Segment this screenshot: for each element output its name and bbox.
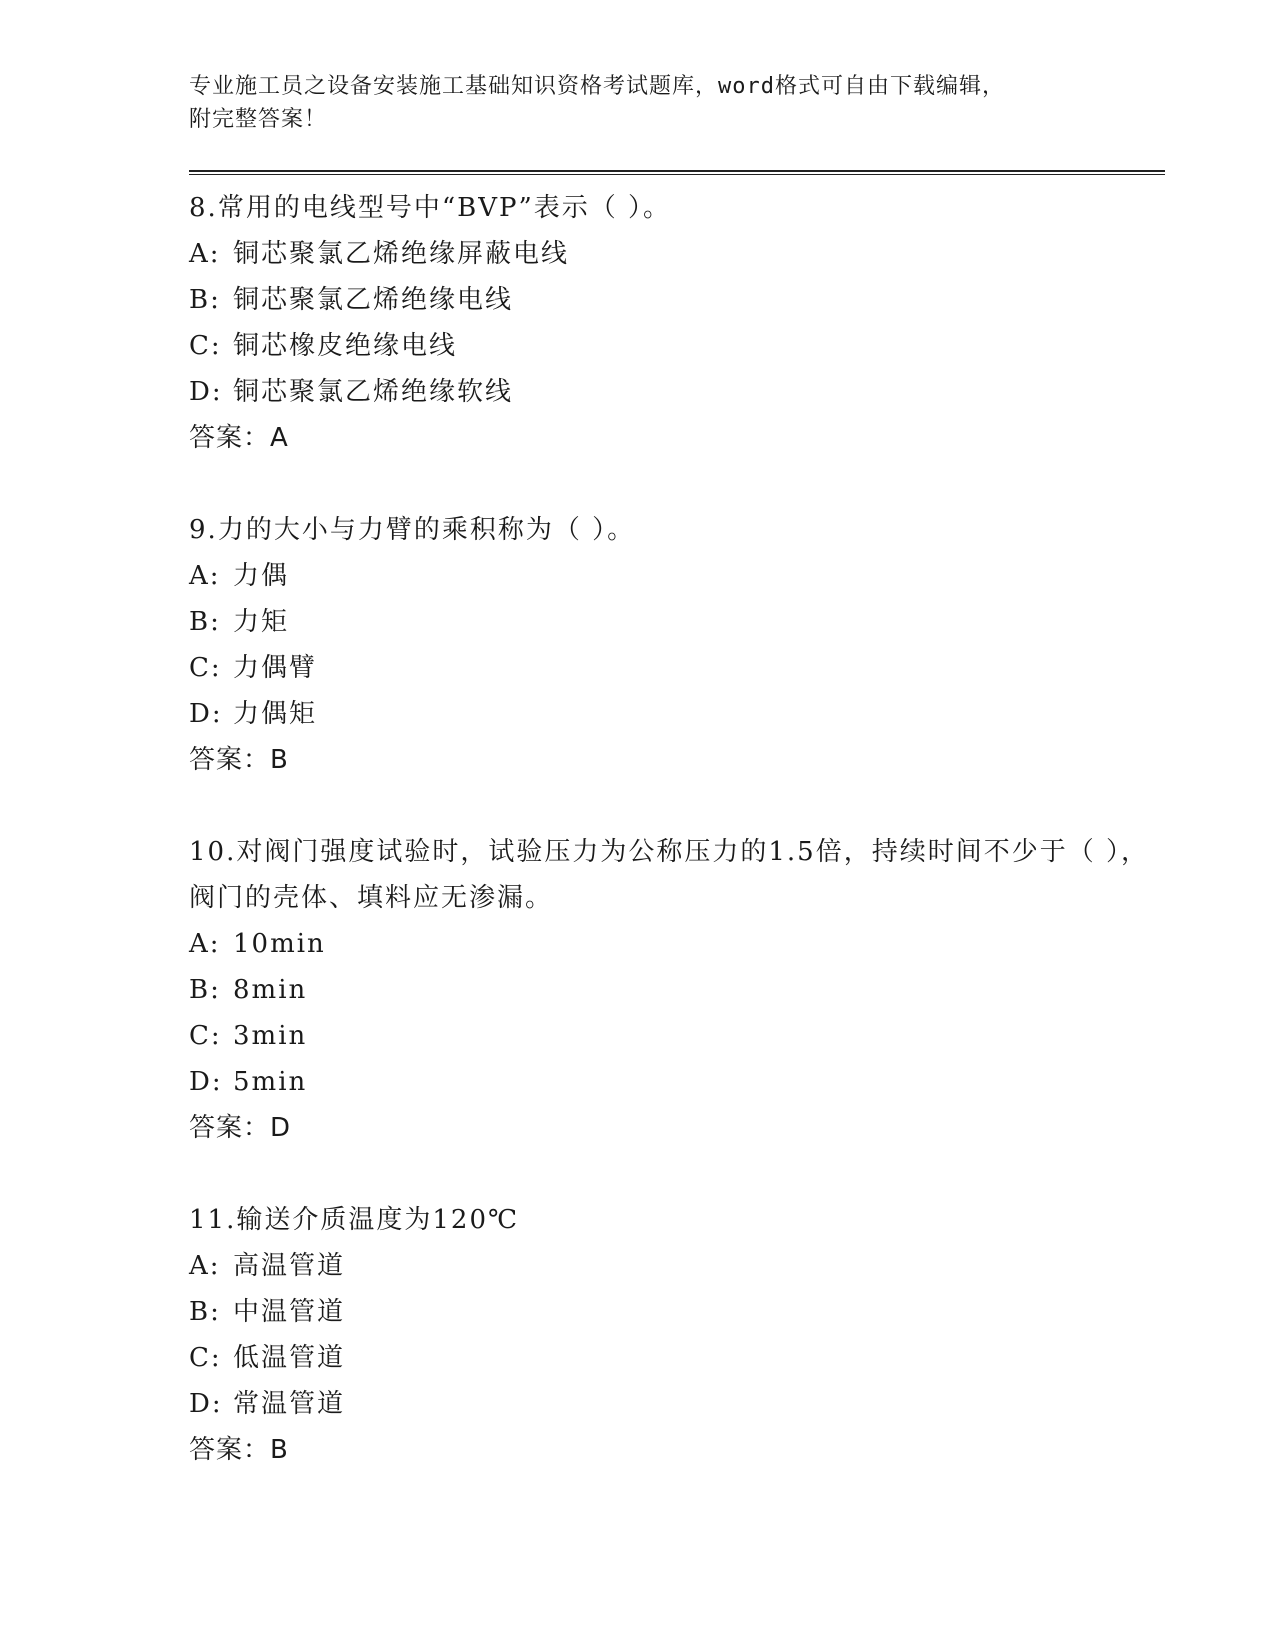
option-key: C: xyxy=(189,1021,222,1051)
option-text: 力矩 xyxy=(233,607,290,637)
question-stem: 对阀门强度试验时，试验压力为公称压力的1.5倍，持续时间不少于（ ），阀门的壳体、填料应无渗漏。 xyxy=(189,837,1149,913)
option-text: 铜芯聚氯乙烯绝缘屏蔽电线 xyxy=(233,239,570,269)
option-key: D: xyxy=(189,699,223,729)
option-key: A: xyxy=(189,929,221,959)
option-text: 5min xyxy=(233,1067,308,1097)
option-text: 低温管道 xyxy=(233,1343,346,1373)
option-key: C: xyxy=(189,1343,222,1373)
question-8 xyxy=(189,185,1169,461)
option-b xyxy=(189,967,1169,1013)
option-c xyxy=(189,1013,1169,1059)
option-text: 铜芯聚氯乙烯绝缘电线 xyxy=(233,285,514,315)
answer-line xyxy=(189,1105,1169,1151)
option-text: 常温管道 xyxy=(233,1389,346,1419)
question-11 xyxy=(189,1197,1169,1473)
question-number: 9. xyxy=(189,515,218,545)
document-page xyxy=(189,70,1169,1473)
question-9 xyxy=(189,507,1169,783)
question-number: 11. xyxy=(189,1205,237,1235)
answer-line xyxy=(189,737,1169,783)
header-divider xyxy=(189,170,1165,175)
answer-label: 答案： xyxy=(189,1113,271,1143)
question-text xyxy=(189,507,1169,553)
question-text xyxy=(189,185,1169,231)
question-stem: 常用的电线型号中“BVP”表示（ ）。 xyxy=(217,193,672,223)
option-key: B: xyxy=(189,975,221,1005)
option-b xyxy=(189,599,1169,645)
answer-label: 答案： xyxy=(189,1435,271,1465)
option-key: C: xyxy=(189,653,222,683)
option-d xyxy=(189,369,1169,415)
option-a xyxy=(189,921,1169,967)
question-stem: 输送介质温度为120℃ xyxy=(236,1205,520,1235)
question-number: 8. xyxy=(189,193,218,223)
answer-label: 答案： xyxy=(189,423,271,453)
option-key: A: xyxy=(189,1251,221,1281)
option-d xyxy=(189,1381,1169,1427)
answer-value: B xyxy=(270,1435,289,1465)
option-text: 铜芯橡皮绝缘电线 xyxy=(233,331,458,361)
option-key: B: xyxy=(189,607,221,637)
question-stem: 力的大小与力臂的乘积称为（ ）。 xyxy=(217,515,636,545)
option-d xyxy=(189,1059,1169,1105)
option-text: 铜芯聚氯乙烯绝缘软线 xyxy=(233,377,514,407)
option-key: B: xyxy=(189,285,221,315)
answer-value: A xyxy=(270,423,289,453)
question-text xyxy=(189,829,1169,921)
option-text: 3min xyxy=(233,1021,308,1051)
option-text: 10min xyxy=(233,929,326,959)
option-key: A: xyxy=(189,239,221,269)
option-key: C: xyxy=(189,331,222,361)
option-a xyxy=(189,553,1169,599)
header-line-2: 附完整答案！ xyxy=(189,107,328,132)
question-text xyxy=(189,1197,1169,1243)
option-b xyxy=(189,277,1169,323)
option-c xyxy=(189,1335,1169,1381)
option-text: 高温管道 xyxy=(233,1251,346,1281)
option-c xyxy=(189,323,1169,369)
option-text: 中温管道 xyxy=(233,1297,346,1327)
option-text: 力偶 xyxy=(233,561,290,591)
option-a xyxy=(189,1243,1169,1289)
option-c xyxy=(189,645,1169,691)
answer-value: D xyxy=(270,1113,292,1143)
option-a xyxy=(189,231,1169,277)
answer-line xyxy=(189,1427,1169,1473)
answer-value: B xyxy=(270,745,289,775)
option-key: D: xyxy=(189,1067,223,1097)
option-text: 力偶矩 xyxy=(233,699,318,729)
option-key: D: xyxy=(189,1389,223,1419)
option-key: B: xyxy=(189,1297,221,1327)
answer-line xyxy=(189,415,1169,461)
option-key: D: xyxy=(189,377,223,407)
answer-label: 答案： xyxy=(189,745,271,775)
option-text: 8min xyxy=(233,975,308,1005)
question-number: 10. xyxy=(189,837,237,867)
option-b xyxy=(189,1289,1169,1335)
document-header xyxy=(189,70,1169,136)
option-d xyxy=(189,691,1169,737)
option-text: 力偶臂 xyxy=(233,653,318,683)
header-line-1: 专业施工员之设备安装施工基础知识资格考试题库，word格式可自由下载编辑， xyxy=(189,74,1005,99)
option-key: A: xyxy=(189,561,221,591)
question-10 xyxy=(189,829,1169,1151)
